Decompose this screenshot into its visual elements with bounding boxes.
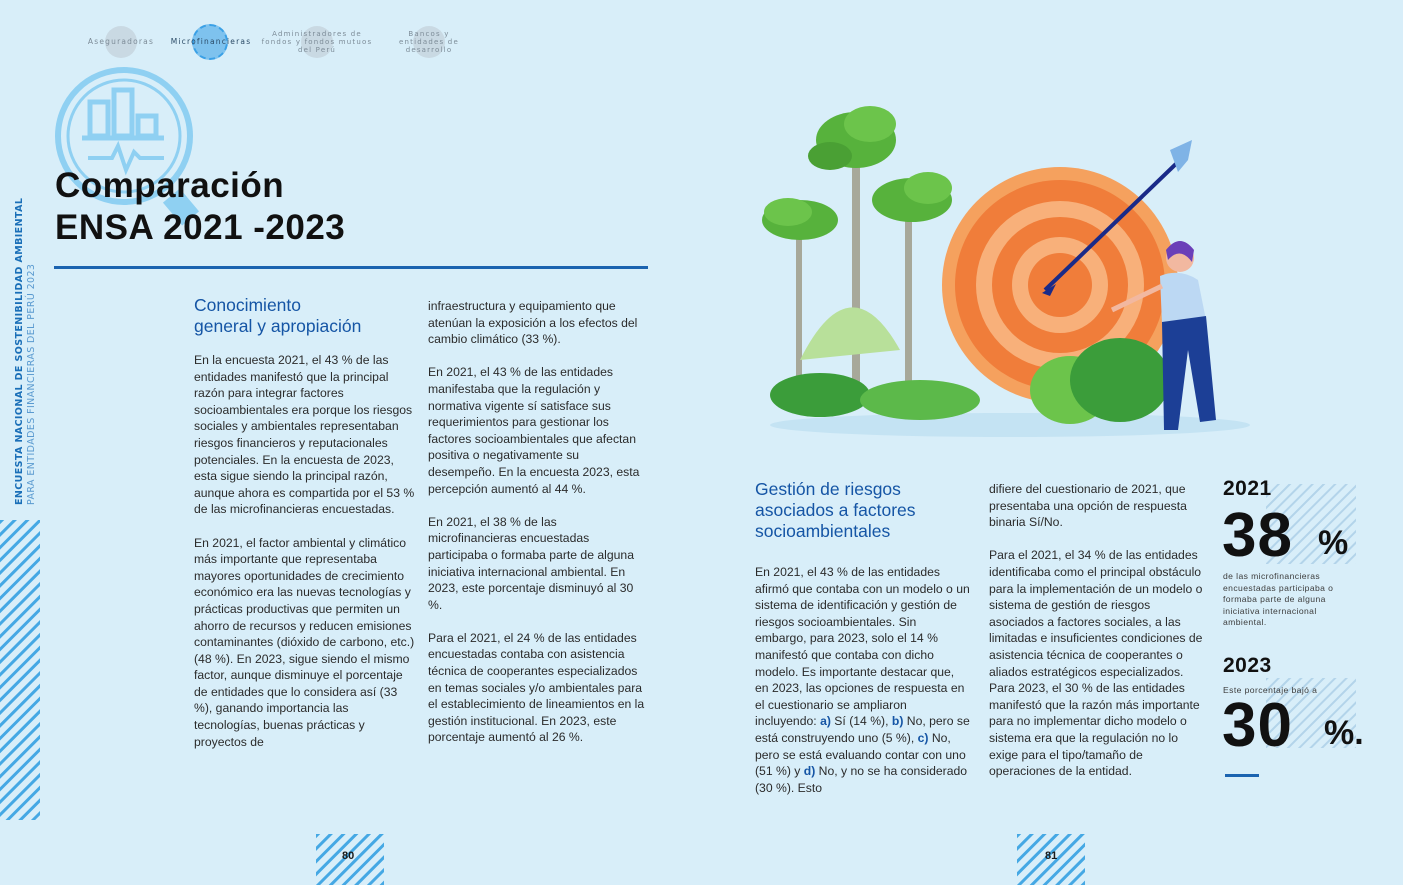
option-b-text: No, pero se está construyendo uno (5 %),	[755, 714, 970, 745]
option-c-label: c)	[917, 730, 929, 745]
stat-unit: %	[1318, 524, 1349, 562]
nav-label: Administradores de fondos y fondos mutuos del Perú	[261, 30, 373, 54]
section-title-conocimiento	[194, 295, 361, 337]
stat-underline	[1225, 774, 1259, 777]
sidebar-line1: ENCUESTA NACIONAL DE SOSTENIBILIDAD AMBIENTAL	[14, 197, 25, 505]
option-a-label: a)	[820, 714, 831, 729]
stat-caption-2023: Este porcentaje bajó a	[1223, 685, 1318, 695]
nav-item-microfinancieras[interactable]	[172, 26, 250, 58]
section-title-line: Gestión de riesgos	[755, 479, 901, 499]
stat-unit: %.	[1324, 714, 1364, 752]
option-d-text: No, y no se ha considerado (30 %). Esto	[755, 764, 968, 795]
left-column-2	[428, 298, 648, 763]
nav-item-administradores[interactable]	[258, 26, 376, 58]
option-d-label: d)	[803, 764, 816, 779]
vertical-sidebar-text	[14, 197, 37, 505]
title-divider	[54, 266, 648, 269]
paragraph	[755, 564, 971, 796]
paragraph: Para el 2021, el 34 % de las entidades identificaba como el principal obstáculo para la implementación de un modelo o sistema de gestión de riesgos asociados a factores sociales, a las limitadas e insuficientes condiciones de asistencia técnica de cooperantes o aliados estratégicos especializados. Para 2023, el 30 % de las entidades manifestó que la razón más importante para no implementar dicho modelo o sistema era que la regulación no lo exige para el tipo/tamaño de operaciones de la entidad.	[989, 548, 1203, 779]
nav-item-aseguradoras[interactable]	[88, 26, 154, 58]
stat-value-30: 30	[1222, 691, 1293, 760]
nav-label: Microfinancieras	[170, 37, 252, 46]
nav-label: Bancos y entidades de desarrollo	[399, 30, 459, 54]
paragraph: difiere del cuestionario de 2021, que presentaba una opción de respuesta binaria Sí/No.	[989, 482, 1187, 530]
page-title-line2: ENSA 2021 -2023	[55, 208, 346, 247]
page-number-right: 81	[1045, 850, 1058, 862]
sidebar-line2: PARA ENTIDADES FINANCIERAS DEL PERÚ 2023	[26, 263, 37, 505]
paragraph: infraestructura y equipamiento que atenúan la exposición a los efectos del cambio climático (33 %).	[428, 299, 638, 347]
left-column-1	[194, 352, 416, 767]
option-b-label: b)	[891, 714, 904, 729]
option-c-text: No, pero se está evaluando contar con uno (51 %) y	[755, 730, 966, 779]
stat-year-2021: 2021	[1223, 477, 1272, 500]
decorative-hatch	[0, 520, 40, 820]
section-title-line: Conocimiento	[194, 295, 301, 315]
section-title-line: socioambientales	[755, 521, 891, 541]
section-title-line: general y apropiación	[194, 316, 362, 336]
nav-item-bancos[interactable]	[388, 26, 470, 58]
paragraph-text: En 2021, el 43 % de las entidades afirmó que contaba con un modelo o un sistema de identificación y gestión de riesgos socioambientales. Sin embargo, para 2023, solo el 14 % manifestó que contaba con dicho modelo. Es importante destacar que, en 2023, las opciones de respuesta en el cuestionario se ampliaron incluyendo:	[755, 565, 970, 729]
target-illustration	[760, 100, 1260, 440]
stat-year-2023: 2023	[1223, 654, 1272, 677]
right-column-1	[755, 564, 971, 813]
page-title	[55, 165, 345, 249]
paragraph: En la encuesta 2021, el 43 % de las entidades manifestó que la principal razón para integrar factores socioambientales era porque los riesgos sociales y ambientales representaban riesgos financieros y reputacionales potenciales. En la encuesta de 2023, esta sigue siendo la principal razón, aunque ahora es compartida por el 53 % de las microfinancieras encuestadas.	[194, 353, 415, 517]
option-a-text: Sí (14 %),	[830, 714, 892, 729]
paragraph: Para el 2021, el 24 % de las entidades encuestadas contaba con asistencia técnica de cooperantes especializados en temas sociales y/o ambientales para el establecimiento de lineamientos en la gestión institucional. En 2023, este porcentaje aumentó al 26 %.	[428, 630, 645, 745]
nav-label: Aseguradoras	[87, 37, 155, 46]
paragraph: En 2021, el factor ambiental y climático más importante que representaba mayores oportunidades de crecimiento económico era las nuevas tecnologías y prácticas productivas que permiten un ahorro de recursos y reducen emisiones contaminantes (dióxido de carbono, etc.) (48 %). En 2023, sigue siendo el mismo factor, aunque disminuye el porcentaje de entidades que lo considera así (33 %), ganando importancia las tecnologías, buenas prácticas y proyectos de	[194, 535, 415, 749]
page-title-line1: Comparación	[55, 166, 285, 205]
paragraph: En 2021, el 43 % de las entidades manifestaba que la regulación y normativa vigente sí satisface sus requerimientos para gestionar los factores socioambientales que afectan positiva o negativamente su desempeño. En la encuesta 2023, esta percepción aumentó al 44 %.	[428, 365, 640, 496]
right-column-2	[989, 481, 1207, 796]
section-title-line: asociados a factores	[755, 500, 916, 520]
stat-caption-2021: de las microfinancieras encuestadas participaba o formaba parte de alguna iniciativa internacional ambiental.	[1223, 571, 1334, 627]
stat-value-38: 38	[1222, 501, 1293, 570]
section-title-gestion	[755, 479, 916, 542]
paragraph: En 2021, el 38 % de las microfinancieras encuestadas participaba o formaba parte de alguna iniciativa internacional ambiental. En 2023, este porcentaje disminuyó al 30 %.	[428, 514, 634, 612]
page-number-left: 80	[342, 850, 355, 862]
